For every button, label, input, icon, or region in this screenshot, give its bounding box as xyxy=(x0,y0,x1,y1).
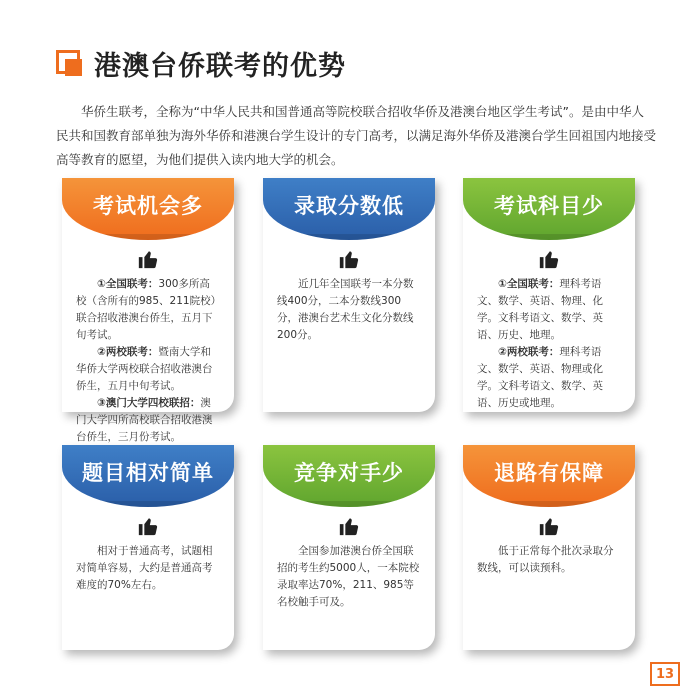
card-low-scores xyxy=(263,178,435,412)
page-title-block xyxy=(56,44,346,83)
card-exam-opportunities xyxy=(62,178,234,443)
card-paragraph: 低于正常每个批次录取分数线，可以读预科。 xyxy=(477,545,614,574)
card-title: 录取分数低 xyxy=(294,194,404,218)
card-paragraph: 近几年全国联考一本分数线400分，二本分数线300分，港澳台艺术生文化分数线200分。 xyxy=(277,278,414,341)
card-few-subjects xyxy=(463,178,635,412)
card-title: 题目相对简单 xyxy=(82,461,214,485)
card-header xyxy=(62,178,234,240)
card-header xyxy=(263,178,435,240)
card-paragraph: 相对于普通高考，试题相对简单容易，大约是普通高考难度的70%左右。 xyxy=(76,545,213,591)
card-title: 考试科目少 xyxy=(494,194,604,218)
card-body xyxy=(62,270,234,446)
card-body xyxy=(463,270,635,412)
card-header xyxy=(463,445,635,507)
card-body xyxy=(263,537,435,611)
card-paragraph: ①全国联考：300多所高校（含所有的985、211院校）联合招收港澳台侨生，五月下旬考试。 xyxy=(76,278,216,341)
intro-paragraph: 华侨生联考，全称为“中华人民共和国普通高等院校联合招收华侨及港澳台地区学生考试”。是由中华人民共和国教育部单独为海外华侨和港澳台学生设计的专门高考，以满足海外华侨及港澳台学生回祖国内地接受高等教育的愿望，为他们提供入读内地大学的机会。 xyxy=(56,104,657,167)
thumbs-up-icon xyxy=(463,248,635,270)
card-header xyxy=(62,445,234,507)
card-paragraph: ③澳门大学四校联招：澳门大学四所高校联合招收港澳台侨生，三月份考试。 xyxy=(76,397,213,443)
card-header xyxy=(463,178,635,240)
thumbs-up-icon xyxy=(263,515,435,537)
card-paragraph: ②两校联考：暨南大学和华侨大学两校联合招收港澳台侨生，五月中旬考试。 xyxy=(76,346,213,392)
card-few-competitors xyxy=(263,445,435,650)
page-number: 13 xyxy=(650,662,680,686)
card-title: 考试机会多 xyxy=(93,194,203,218)
card-title: 退路有保障 xyxy=(494,461,604,485)
card-body xyxy=(463,537,635,577)
card-backup-guaranteed xyxy=(463,445,635,650)
card-body xyxy=(62,537,234,594)
page-title: 港澳台侨联考的优势 xyxy=(94,51,346,82)
card-simple-questions xyxy=(62,445,234,650)
thumbs-up-icon xyxy=(62,515,234,537)
card-header xyxy=(263,445,435,507)
square-bracket-icon xyxy=(56,50,84,78)
card-body xyxy=(263,270,435,344)
thumbs-up-icon xyxy=(463,515,635,537)
card-paragraph: ①全国联考：理科考语文、数学、英语、物理、化学。文科考语文、数学、英语、历史、地理。 xyxy=(477,278,603,341)
card-title: 竞争对手少 xyxy=(294,461,404,485)
card-paragraph: 全国参加港澳台侨全国联招的考生约5000人，一本院校录取率达70%，211、985等名校触手可及。 xyxy=(277,545,420,608)
thumbs-up-icon xyxy=(62,248,234,270)
card-paragraph: ②两校联考：理科考语文、数学、英语、物理或化学。文科考语文、数学、英语、历史或地理。 xyxy=(477,346,603,409)
thumbs-up-icon xyxy=(263,248,435,270)
